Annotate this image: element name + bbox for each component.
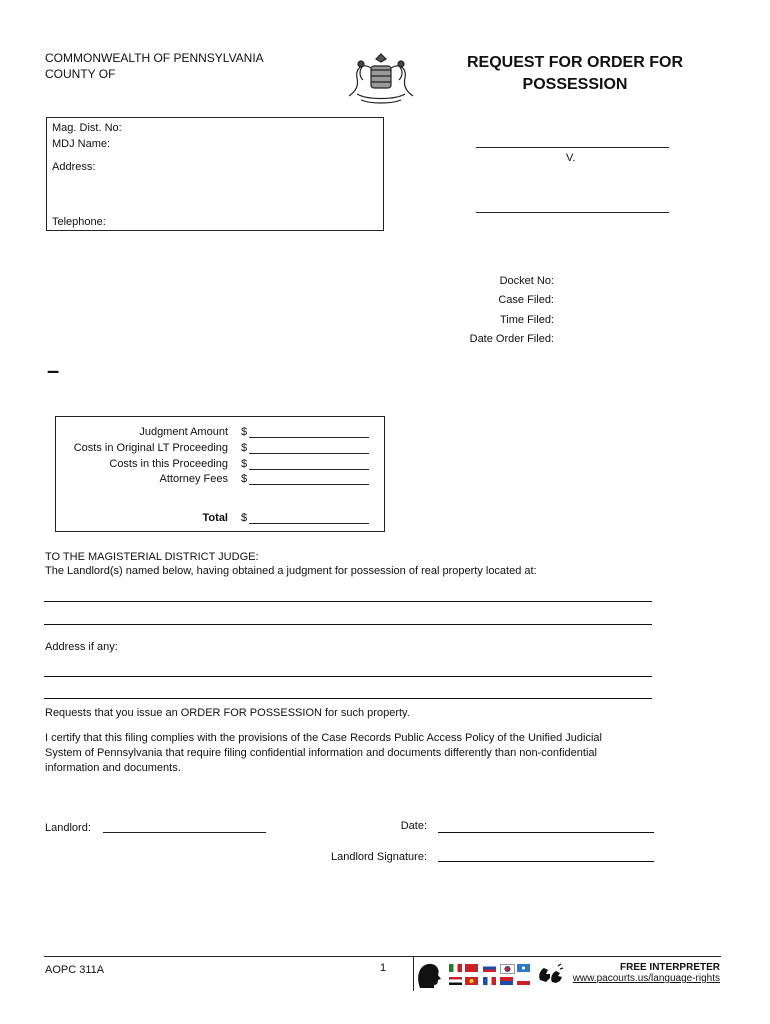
judgment-amount-currency: $: [241, 426, 248, 438]
mexico-flag-icon: [449, 964, 462, 972]
property-line-2[interactable]: [44, 624, 652, 625]
attorney-fees-field[interactable]: [249, 484, 369, 485]
docket-no-label: Docket No:: [499, 275, 554, 287]
request-statement: Requests that you issue an ORDER FOR POSSESSION for such property.: [45, 707, 410, 719]
judgment-amount-field[interactable]: [249, 437, 369, 438]
costs-this-field[interactable]: [249, 469, 369, 470]
to-judge-heading: TO THE MAGISTERIAL DISTRICT JUDGE:: [45, 551, 259, 563]
landlord-name-line[interactable]: [103, 832, 266, 833]
costs-this-currency: $: [241, 458, 248, 470]
form-id: AOPC 311A: [45, 964, 105, 976]
mag-dist-label: Mag. Dist. No:: [52, 122, 122, 134]
address-line-2[interactable]: [44, 698, 652, 699]
nepal-flag-icon: [500, 977, 513, 985]
address-if-any-label: Address if any:: [45, 641, 118, 653]
korea-flag-icon: [500, 964, 515, 974]
address-label: Address:: [52, 161, 96, 173]
footer-rule: [44, 956, 721, 957]
poland-flag-icon: [517, 977, 530, 985]
dash-mark: –: [47, 358, 60, 383]
china-flag-icon: [465, 964, 478, 972]
telephone-label: Telephone:: [52, 216, 106, 228]
russia-flag-icon: [483, 964, 496, 972]
address-line-1[interactable]: [44, 676, 652, 677]
total-field[interactable]: [249, 523, 369, 524]
costs-this-label: Costs in this Proceeding: [109, 458, 228, 470]
versus-label: V.: [566, 152, 576, 164]
interpreter-link[interactable]: www.pacourts.us/language-rights: [572, 973, 720, 984]
costs-original-currency: $: [241, 442, 248, 454]
footer-divider: [413, 957, 414, 991]
vietnam-flag-icon: [465, 977, 478, 985]
egypt-flag-icon: [449, 977, 462, 985]
date-order-filed-label: Date Order Filed:: [469, 333, 554, 345]
form-title-line2: POSSESSION: [522, 76, 628, 93]
total-label: Total: [202, 512, 228, 524]
case-filed-label: Case Filed:: [498, 294, 554, 306]
attorney-fees-label: Attorney Fees: [159, 473, 228, 485]
plaintiff-line[interactable]: [476, 147, 669, 148]
date-label: Date:: [400, 820, 427, 832]
certify-statement: I certify that this filing complies with the provisions of the Case Records Public Access Policy of the Unified Judicial System of Pennsylvania that require filing confidential information and documents differently than non-confidential information and documents.: [45, 732, 602, 774]
head-profile-icon: [416, 960, 442, 990]
date-line[interactable]: [438, 832, 654, 833]
landlord-label: Landlord:: [45, 822, 91, 834]
signature-line[interactable]: [438, 861, 654, 862]
interpreter-title: FREE INTERPRETER: [619, 962, 720, 973]
mdj-name-label: MDJ Name:: [52, 138, 111, 150]
haiti-flag-icon: [483, 977, 496, 985]
commonwealth-label: COMMONWEALTH OF PENNSYLVANIA: [45, 51, 264, 65]
attorney-fees-currency: $: [241, 473, 248, 485]
property-line-1[interactable]: [44, 601, 652, 602]
time-filed-label: Time Filed:: [500, 314, 554, 326]
costs-original-label: Costs in Original LT Proceeding: [73, 442, 228, 454]
total-currency: $: [241, 512, 248, 524]
judgment-amount-label: Judgment Amount: [139, 426, 228, 438]
somalia-flag-icon: [517, 964, 530, 972]
pennsylvania-seal-icon: [347, 50, 415, 108]
landlord-statement: The Landlord(s) named below, having obtained a judgment for possession of real property located at:: [45, 565, 537, 577]
page-number: 1: [380, 962, 387, 974]
county-label: COUNTY OF: [45, 67, 116, 81]
form-title-line1: REQUEST FOR ORDER FOR: [466, 54, 683, 71]
defendant-line[interactable]: [476, 212, 669, 213]
costs-original-field[interactable]: [249, 453, 369, 454]
landlord-signature-label: Landlord Signature:: [330, 851, 427, 863]
